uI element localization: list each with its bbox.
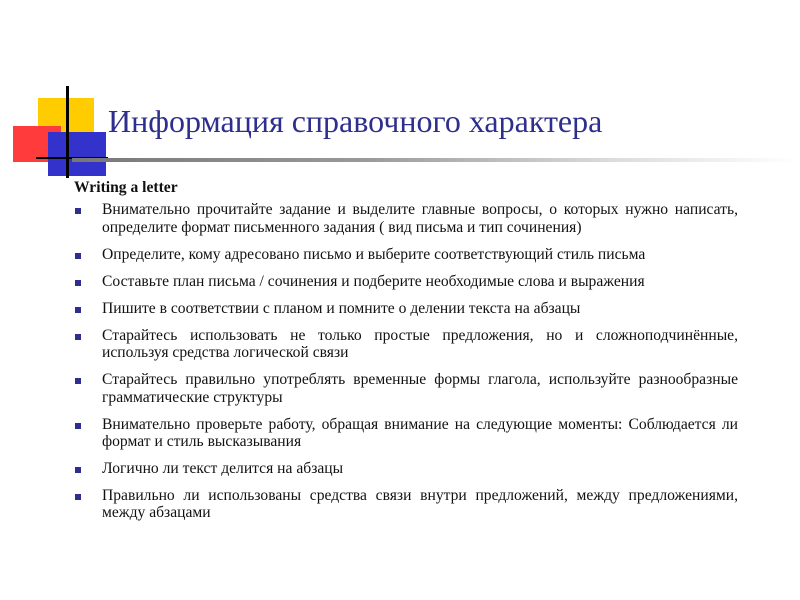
list-item <box>74 273 738 290</box>
list-item <box>74 460 738 477</box>
list-item-text: Внимательно проверьте работу, обращая внимание на следующие моменты: Соблюдается ли формат и стиль высказывания <box>102 415 738 451</box>
list-item <box>74 416 738 451</box>
list-item <box>74 201 738 236</box>
slide-content <box>74 179 738 531</box>
square-bullet-icon <box>75 280 81 286</box>
slide-title: Информация справочного характера <box>108 103 603 139</box>
title-underline <box>72 158 800 162</box>
square-bullet-icon <box>75 378 81 384</box>
square-bullet-icon <box>75 307 81 313</box>
square-bullet-icon <box>75 253 81 259</box>
square-bullet-icon <box>75 494 81 500</box>
list-item <box>74 327 738 362</box>
list-item-text: Правильно ли использованы средства связи внутри предложений, между предложениями, между абзацами <box>102 487 738 522</box>
decor-vertical-line <box>66 86 69 178</box>
bullet-list <box>74 201 738 521</box>
square-bullet-icon <box>75 208 81 214</box>
list-item-text: Определите, кому адресовано письмо и выберите соответствующий стиль письма <box>102 245 646 263</box>
list-item-text: Логично ли текст делится на абзацы <box>102 460 344 478</box>
list-item-text: Старайтесь использовать не только простые предложения, но и сложноподчинённые, используя средства логической связи <box>102 326 738 362</box>
list-item <box>74 371 738 406</box>
list-item <box>74 300 738 317</box>
section-heading: Writing a letter <box>74 179 178 196</box>
list-item-text: Старайтесь правильно употреблять временные формы глагола, используйте разнообразные грамматические структуры <box>102 371 738 406</box>
square-bullet-icon <box>75 467 81 473</box>
list-item-text: Внимательно прочитайте задание и выделите главные вопросы, о которых нужно написать, определите формат письменного задания ( вид письма и тип сочинения) <box>102 201 738 236</box>
list-item <box>74 487 738 522</box>
list-item <box>74 246 738 263</box>
square-bullet-icon <box>75 423 81 429</box>
list-item-text: Составьте план письма / сочинения и подберите необходимые слова и выражения <box>102 272 645 290</box>
decor-blue-square <box>48 132 106 176</box>
list-item-text: Пишите в соответствии с планом и помните о делении текста на абзацы <box>102 299 581 317</box>
square-bullet-icon <box>75 334 81 340</box>
